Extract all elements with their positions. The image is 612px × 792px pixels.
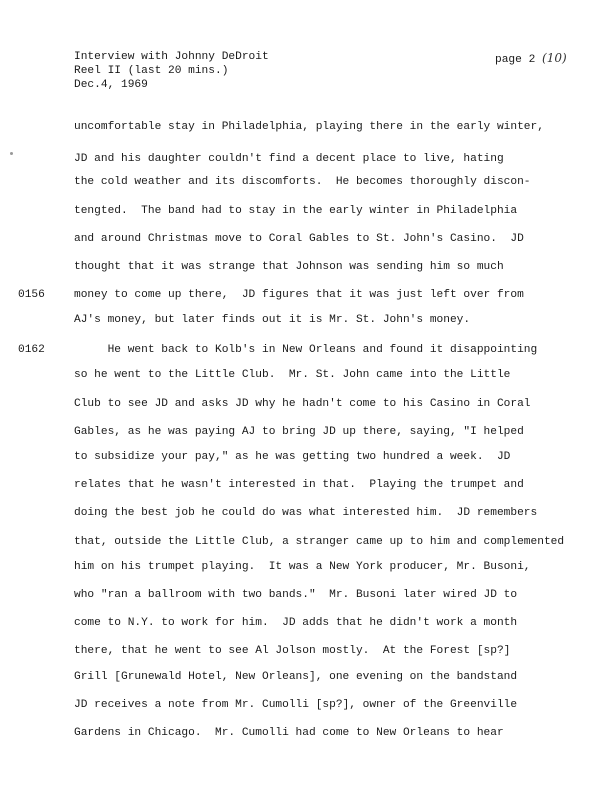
body-line: there, that he went to see Al Jolson mostly. At the Forest [sp?] (74, 645, 511, 657)
page-handwritten-number: (10) (542, 51, 567, 65)
header-interview-title: Interview with Johnny DeDroit (74, 51, 269, 63)
margin-number-0156: 0156 (18, 289, 45, 301)
document-header (74, 50, 269, 92)
header-reel: Reel II (last 20 mins.) (74, 65, 229, 77)
body-line: JD receives a note from Mr. Cumolli [sp?], owner of the Greenville (74, 699, 518, 711)
body-line: to subsidize your pay," as he was getting two hundred a week. JD (74, 451, 511, 463)
body-line: He went back to Kolb's in New Orleans and found it disappointing (74, 344, 538, 356)
body-line: and around Christmas move to Coral Gables to St. John's Casino. JD (74, 233, 524, 245)
body-line: AJ's money, but later finds out it is Mr. St. John's money. (74, 314, 471, 326)
body-line: the cold weather and its discomforts. He becomes thoroughly discon- (74, 176, 531, 188)
body-line: come to N.Y. to work for him. JD adds that he didn't work a month (74, 617, 518, 629)
scan-speck (10, 152, 13, 155)
page-label: page 2 (495, 54, 536, 66)
body-line: him on his trumpet playing. It was a New York producer, Mr. Busoni, (74, 561, 531, 573)
body-line: relates that he wasn't interested in that. Playing the trumpet and (74, 479, 524, 491)
body-line: Grill [Grunewald Hotel, New Orleans], one evening on the bandstand (74, 671, 518, 683)
body-line: money to come up there, JD figures that it was just left over from (74, 289, 524, 301)
body-line: tengted. The band had to stay in the early winter in Philadelphia (74, 205, 518, 217)
body-line: doing the best job he could do was what interested him. JD remembers (74, 507, 538, 519)
body-line: Gardens in Chicago. Mr. Cumolli had come to New Orleans to hear (74, 727, 504, 739)
margin-number-0162: 0162 (18, 344, 45, 356)
body-line: Club to see JD and asks JD why he hadn't come to his Casino in Coral (74, 398, 531, 410)
body-line: that, outside the Little Club, a stranger came up to him and complemented (74, 536, 565, 548)
page-number (495, 51, 567, 66)
body-line: JD and his daughter couldn't find a decent place to live, hating (74, 153, 504, 165)
header-date: Dec.4, 1969 (74, 79, 148, 91)
body-line: who "ran a ballroom with two bands." Mr. Busoni later wired JD to (74, 589, 518, 601)
body-line: Gables, as he was paying AJ to bring JD up there, saying, "I helped (74, 426, 524, 438)
body-line: thought that it was strange that Johnson was sending him so much (74, 261, 504, 273)
body-line: uncomfortable stay in Philadelphia, playing there in the early winter, (74, 121, 544, 133)
body-line: so he went to the Little Club. Mr. St. John came into the Little (74, 369, 511, 381)
